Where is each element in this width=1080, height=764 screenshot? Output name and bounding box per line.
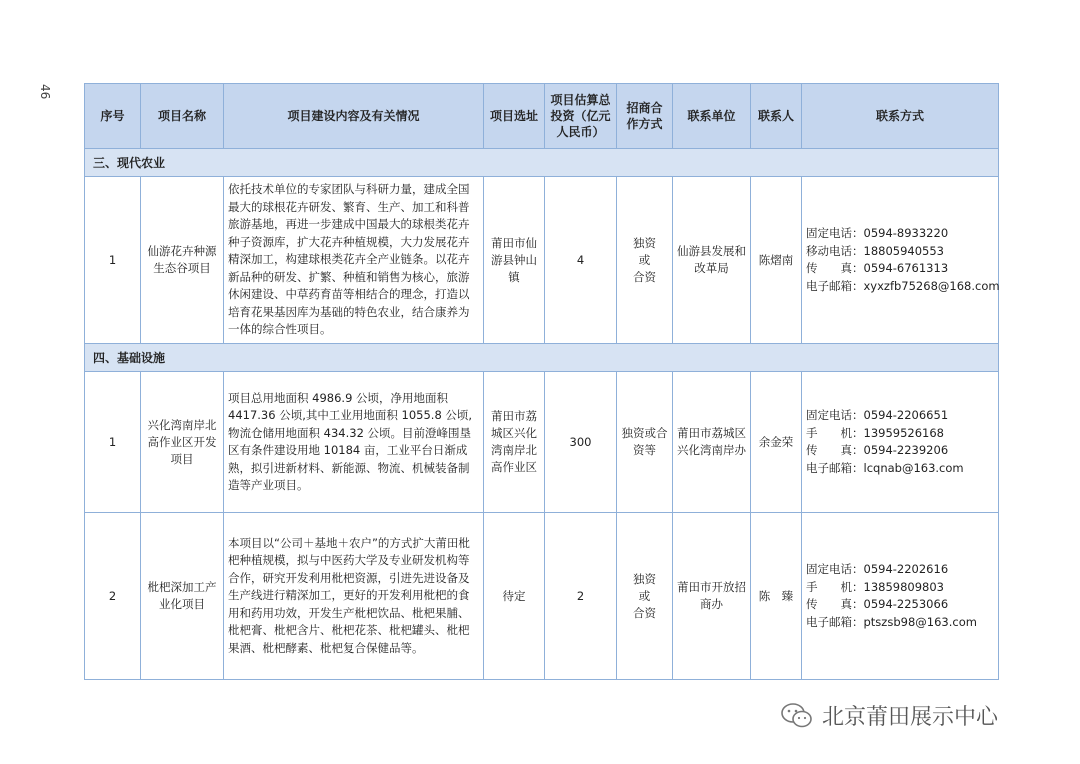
contact-line: 传 真：0594-6761313 xyxy=(806,261,949,275)
cell-desc: 依托技术单位的专家团队与科研力量，建成全国最大的球根花卉研发、繁育、生产、加工和科普旅游基地，再进一步建成中国最大的球根类花卉种子资源库，扩大花卉种植规模，大力发展花卉精深加工，构建球根类花卉全产业链条。以花卉新品种的研发、扩繁、种植和销售为核心，旅游休闲建设、中草药育苗等相结合的理念，打造以培育花果基因库为基础的特色农业，结合康养为一体的综合性项目。 xyxy=(224,177,484,344)
cell-person: 余金荣 xyxy=(751,372,802,513)
header-person: 联系人 xyxy=(751,84,802,149)
page-number: 46 xyxy=(38,84,52,100)
mode-line: 合资 xyxy=(633,605,656,620)
cell-investment: 300 xyxy=(545,372,617,513)
header-unit: 联系单位 xyxy=(673,84,751,149)
header-name: 项目名称 xyxy=(141,84,224,149)
cell-mode xyxy=(617,372,673,513)
section-title: 四、基础设施 xyxy=(85,344,999,372)
cell-name: 兴化湾南岸北高作业区开发项目 xyxy=(141,372,224,513)
watermark-text: 北京莆田展示中心 xyxy=(822,705,999,730)
contact-line: 传 真：0594-2239206 xyxy=(806,443,949,457)
cell-investment: 2 xyxy=(545,513,617,680)
contact-line: 传 真：0594-2253066 xyxy=(806,597,949,611)
cell-unit: 莆田市荔城区兴化湾南岸办 xyxy=(673,372,751,513)
cell-contact xyxy=(802,177,999,344)
cell-name: 仙游花卉种源生态谷项目 xyxy=(141,177,224,344)
contact-line: 电子邮箱：xyxzfb75268@168.com xyxy=(806,278,1000,293)
cell-contact xyxy=(802,513,999,680)
cell-name: 枇杷深加工产业化项目 xyxy=(141,513,224,680)
contact-line: 电子邮箱：lcqnab@163.com xyxy=(806,460,964,475)
header-no: 序号 xyxy=(85,84,141,149)
header-contact: 联系方式 xyxy=(802,84,999,149)
cell-no: 2 xyxy=(85,513,141,680)
header-mode: 招商合作方式 xyxy=(617,84,673,149)
wechat-icon xyxy=(780,702,814,730)
mode-line: 资等 xyxy=(633,443,656,457)
contact-line: 手 机：13959526168 xyxy=(806,425,944,440)
cell-person: 陈熠南 xyxy=(751,177,802,344)
contact-line: 手 机：13859809803 xyxy=(806,579,944,594)
mode-line: 或 xyxy=(638,252,651,267)
section-row xyxy=(85,149,999,177)
cell-person: 陈 臻 xyxy=(751,513,802,680)
cell-no: 1 xyxy=(85,372,141,513)
cell-desc: 项目总用地面积 4986.9 公顷，净用地面积 4417.36 公顷,其中工业用地面积 1055.8 公顷,物流仓储用地面积 434.32 公顷。目前澄峰围垦区有条件建设用地 10184 亩，工业平台日渐成熟，拟引进新材料、新能源、物流、机械装备制造等产业项目。 xyxy=(224,372,484,513)
mode-line: 合资 xyxy=(633,269,656,284)
cell-unit: 仙游县发展和改革局 xyxy=(673,177,751,344)
mode-line: 或 xyxy=(638,588,651,603)
header-investment: 项目估算总投资（亿元人民币） xyxy=(545,84,617,149)
cell-site: 莆田市荔城区兴化湾南岸北高作业区 xyxy=(484,372,545,513)
project-table xyxy=(84,83,999,680)
contact-line: 固定电话：0594-2206651 xyxy=(806,408,949,422)
table-row xyxy=(85,513,999,680)
cell-desc: 本项目以“公司＋基地＋农户”的方式扩大莆田枇杷种植规模，拟与中医药大学及专业研发机构等合作，研究开发利用枇杷资源，引进先进设备及生产线进行精深加工，更好的开发利用枇杷的食用和药用功效，开发生产枇杷饮品、枇杷果脯、枇杷膏、枇杷含片、枇杷花茶、枇杷罐头、枇杷果酒、枇杷酵素、枇杷复合保健品等。 xyxy=(224,513,484,680)
cell-contact xyxy=(802,372,999,513)
cell-site: 待定 xyxy=(484,513,545,680)
cell-mode xyxy=(617,513,673,680)
section-row xyxy=(85,344,999,372)
table-row xyxy=(85,372,999,513)
mode-line: 独资或合 xyxy=(621,426,668,440)
header-desc: 项目建设内容及有关情况 xyxy=(224,84,484,149)
table-row xyxy=(85,177,999,344)
contact-line: 移动电话：18805940553 xyxy=(806,243,944,258)
cell-unit: 莆田市开放招商办 xyxy=(673,513,751,680)
contact-line: 固定电话：0594-2202616 xyxy=(806,562,949,576)
cell-mode xyxy=(617,177,673,344)
contact-line: 固定电话：0594-8933220 xyxy=(806,226,949,240)
watermark xyxy=(780,700,998,731)
header-site: 项目选址 xyxy=(484,84,545,149)
cell-investment: 4 xyxy=(545,177,617,344)
mode-line: 独资 xyxy=(633,571,656,586)
mode-line: 独资 xyxy=(633,235,656,250)
cell-site: 莆田市仙游县钟山镇 xyxy=(484,177,545,344)
contact-line: 电子邮箱：ptszsb98@163.com xyxy=(806,614,977,629)
section-title: 三、现代农业 xyxy=(85,149,999,177)
table-header-row xyxy=(85,84,999,149)
cell-no: 1 xyxy=(85,177,141,344)
